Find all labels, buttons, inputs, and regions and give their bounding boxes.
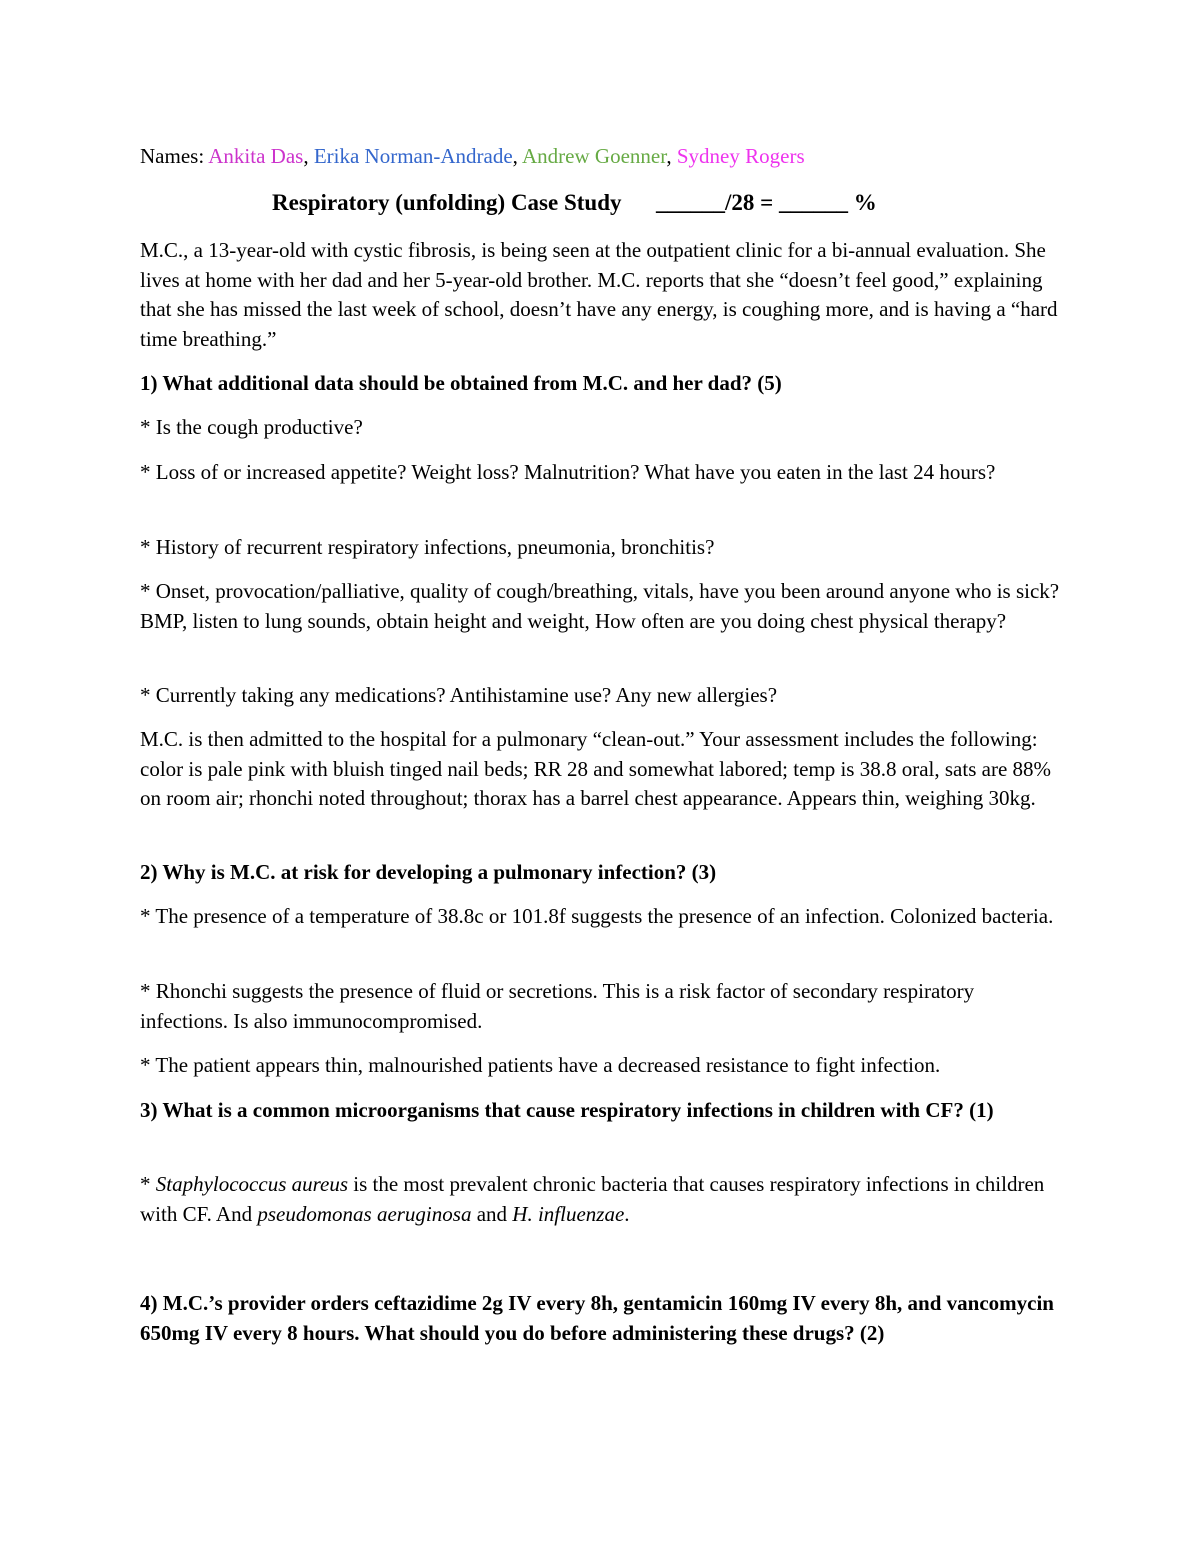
q1-answer-1: * Is the cough productive? bbox=[140, 415, 363, 439]
q2-answer-1: * The presence of a temperature of 38.8c or 101.8f suggests the presence of an infection. Colonized bacteria. bbox=[140, 904, 1054, 928]
q2-answer-2: * Rhonchi suggests the presence of fluid or secretions. This is a risk factor of secondary respiratory infections. Is also immunocompromised. bbox=[140, 979, 975, 1033]
q3-answer bbox=[140, 1170, 1060, 1229]
name-ankita: Ankita Das bbox=[208, 144, 304, 168]
q1-answer-4: * Onset, provocation/palliative, quality of cough/breathing, vitals, have you been around anyone who is sick? BMP, listen to lung sounds, obtain height and weight, How often are you doing chest physical therapy? bbox=[140, 579, 1060, 633]
page-title: Respiratory (unfolding) Case Study bbox=[272, 190, 622, 215]
question-2: 2) Why is M.C. at risk for developing a pulmonary infection? (3) bbox=[140, 860, 717, 884]
q3-text-3: . bbox=[624, 1201, 630, 1226]
organism-h-influenzae: H. influenzae bbox=[512, 1201, 625, 1226]
q2-answer-3: * The patient appears thin, malnourished patients have a decreased resistance to fight infection. bbox=[140, 1053, 941, 1077]
title-line bbox=[272, 188, 877, 218]
q3-text-2: and bbox=[471, 1201, 513, 1226]
q3-star: * bbox=[140, 1172, 156, 1196]
q1-answer-2: * Loss of or increased appetite? Weight loss? Malnutrition? What have you eaten in the last 24 hours? bbox=[140, 460, 996, 484]
intro-paragraph: M.C., a 13-year-old with cystic fibrosis, is being seen at the outpatient clinic for a bi-annual evaluation. She lives at home with her dad and her 5-year-old brother. M.C. reports that she “doesn’t feel good,” explaining that she has missed the last week of school, doesn’t have any energy, is coughing more, and is having a “hard time breathing.” bbox=[140, 238, 1058, 351]
organism-pseudomonas: pseudomonas aeruginosa bbox=[257, 1201, 472, 1226]
name-erika: Erika Norman-Andrade bbox=[313, 144, 513, 168]
organism-staphylococcus: Staphylococcus aureus bbox=[155, 1172, 349, 1196]
name-andrew: Andrew Goenner bbox=[522, 144, 667, 168]
names-line: Names: Ankita Das, Erika Norman-Andrade, Andrew Goenner, Sydney Rogers bbox=[140, 144, 805, 168]
question-3: 3) What is a common microorganisms that cause respiratory infections in children with CF? (1) bbox=[140, 1098, 994, 1122]
names-label: Names: bbox=[140, 144, 205, 168]
q3-text-1: is the most prevalent chronic bacteria that causes respiratory infections in children with CF. And bbox=[140, 1172, 1045, 1226]
name-sydney: Sydney Rogers bbox=[676, 144, 805, 168]
question-1: 1) What additional data should be obtained from M.C. and her dad? (5) bbox=[140, 371, 782, 395]
assessment-paragraph: M.C. is then admitted to the hospital for a pulmonary “clean-out.” Your assessment includes the following: color is pale pink with bluish tinged nail beds; RR 28 and somewhat labored; temp is 38.8 oral, sats are 88% on room air; rhonchi noted throughout; thorax has a barrel chest appearance. Appears thin, weighing 30kg. bbox=[140, 727, 1052, 810]
question-4: 4) M.C.’s provider orders ceftazidime 2g IV every 8h, gentamicin 160mg IV every 8h, and vancomycin 650mg IV every 8 hours. What should you do before administering these drugs? (2) bbox=[140, 1291, 1054, 1345]
q1-answer-5: * Currently taking any medications? Antihistamine use? Any new allergies? bbox=[140, 683, 778, 707]
q1-answer-3: * History of recurrent respiratory infections, pneumonia, bronchitis? bbox=[140, 535, 715, 559]
score-blank: ______/28 = ______ % bbox=[656, 190, 877, 215]
